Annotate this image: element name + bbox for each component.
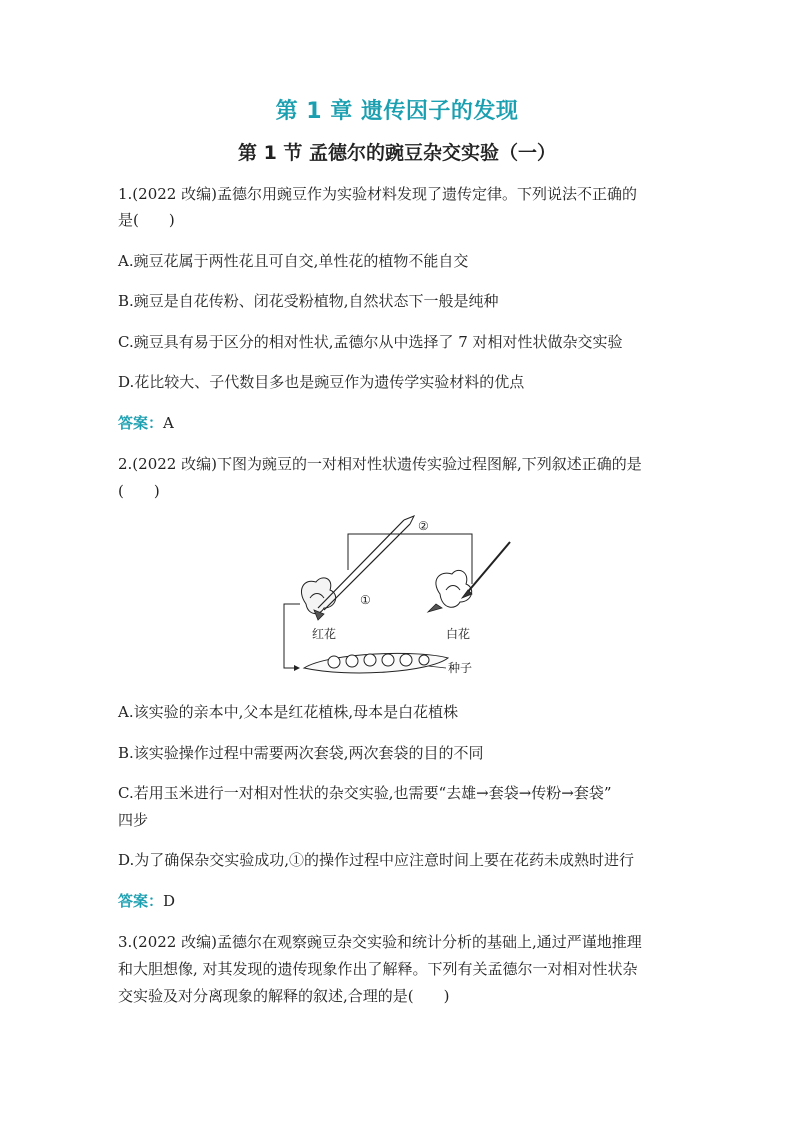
q1-option-b: B.豌豆是自花传粉、闭花受粉植物,自然状态下一般是纯种 [118, 292, 499, 310]
step1-label: ① [360, 593, 371, 607]
white-flower-label: 白花 [446, 627, 471, 641]
result-arrow-line [284, 604, 300, 668]
q3-stem-line2: 和大胆想像, 对其发现的遗传现象作出了解释。下列有关孟德尔一对相对性状杂 [118, 960, 638, 978]
white-flower-illustration [428, 570, 472, 612]
q2-answer-value: D [163, 892, 176, 910]
arrow-head-icon [294, 665, 300, 671]
q2-option-c-line1: C.若用玉米进行一对相对性状的杂交实验,也需要“去雄→套袋→传粉→套袋” [118, 784, 612, 802]
q1-answer-value: A [163, 414, 174, 432]
q1-answer-label: 答案： [118, 414, 164, 432]
q2-option-b: B.该实验操作过程中需要两次套袋,两次套袋的目的不同 [118, 744, 484, 762]
pea-pod-illustration [304, 653, 448, 673]
q1-option-a: A.豌豆花属于两性花且可自交,单性花的植物不能自交 [118, 252, 469, 270]
red-flower-illustration [301, 578, 335, 620]
step2-label: ② [418, 519, 429, 533]
seed-label: 种子 [448, 661, 473, 675]
q2-answer-label: 答案： [118, 892, 164, 910]
q3-stem-line1: 3.(2022 改编)孟德尔在观察豌豆杂交实验和统计分析的基础上,通过严谨地推理 [118, 933, 642, 951]
q1-stem-line2: 是( ) [118, 211, 175, 229]
q2-stem-line2: ( ) [118, 482, 160, 500]
q3-stem-line3: 交实验及对分离现象的解释的叙述,合理的是( ) [118, 987, 450, 1005]
chapter-title: 第 1 章 遗传因子的发现 [275, 99, 519, 124]
q1-option-d: D.花比较大、子代数目多也是豌豆作为遗传学实验材料的优点 [118, 373, 525, 391]
pea-cross-diagram-svg [270, 512, 534, 682]
q2-option-c-line2: 四步 [118, 811, 149, 829]
brush-icon [462, 542, 510, 598]
q1-stem-line1: 1.(2022 改编)孟德尔用豌豆作为实验材料发现了遗传定律。下列说法不正确的 [118, 185, 637, 203]
q2-option-a: A.该实验的亲本中,父本是红花植株,母本是白花植株 [118, 703, 459, 721]
section-title: 第 1 节 孟德尔的豌豆杂交实验（一） [237, 142, 557, 164]
red-flower-label: 红花 [312, 627, 337, 641]
q2-answer [118, 891, 175, 911]
q1-answer [118, 413, 174, 433]
q2-stem-line1: 2.(2022 改编)下图为豌豆的一对相对性状遗传实验过程图解,下列叙述正确的是 [118, 455, 642, 473]
pea-cross-diagram [270, 512, 534, 682]
q1-option-c: C.豌豆具有易于区分的相对性状,孟德尔从中选择了 7 对相对性状做杂交实验 [118, 333, 623, 351]
seed-pointer-line [428, 666, 446, 668]
q2-option-d: D.为了确保杂交实验成功,①的操作过程中应注意时间上要在花药未成熟时进行 [118, 851, 635, 869]
